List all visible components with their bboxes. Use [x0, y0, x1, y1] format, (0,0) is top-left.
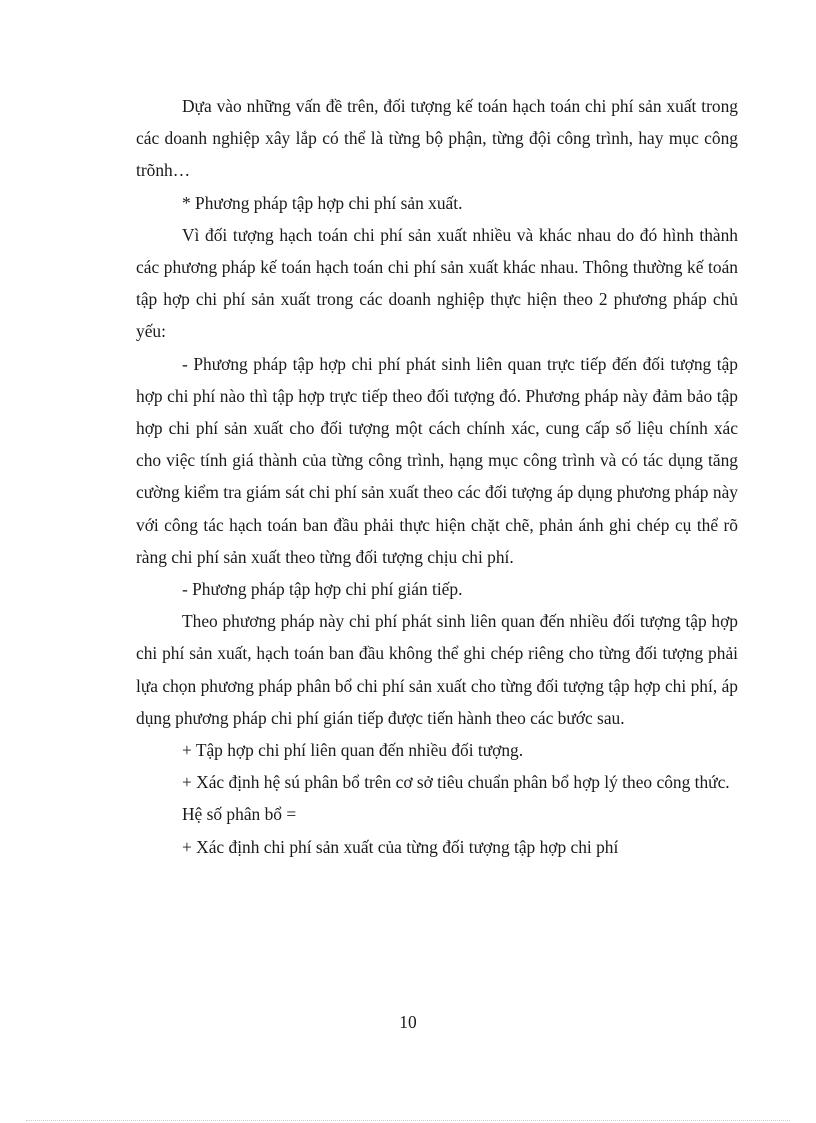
step-allocation-coefficient: + Xác định hệ sú phân bổ trên cơ sở tiêu chuẩn phân bổ hợp lý theo công thức. — [182, 772, 730, 793]
step-cost-per-object: + Xác định chi phí sản xuất của từng đối tượng tập hợp chi phí — [182, 836, 619, 857]
page-number: 10 — [399, 1012, 417, 1032]
paragraph-direct-method: - Phương pháp tập hợp chi phí phát sinh liên quan trực tiếp đến đối tượng tập hợp chi phí nào thì tập hợp trực tiếp theo đối tượng đó. Phương pháp này đảm bảo tập hợp chi phí sản xuất cho đối tượng một cách chính xác, cung cấp số liệu chính xác cho việc tính giá thành của từng công trình, hạng mục công trình và có tác dụng tăng cường kiểm tra giám sát chi phí sản xuất theo các đối tượng áp dụng phương pháp này với công tác hạch toán ban đầu phải thực hiện chặt chẽ, phản ánh ghi chép cụ thể rõ ràng chi phí sản xuất theo từng đối tượng chịu chi phí. — [136, 353, 738, 567]
paragraph-indirect-method: Theo phương pháp này chi phí phát sinh liên quan đến nhiều đối tượng tập hợp chi phí sản xuất, hạch toán ban đầu không thể ghi chép riêng cho từng đối tượng phải lựa chọn phương pháp phân bổ chi phí sản xuất cho từng đối tượng tập hợp chi phí, áp dụng phương pháp chi phí gián tiếp được tiến hành theo các bước sau. — [136, 611, 738, 728]
paragraph-cost-object: Dựa vào những vấn đề trên, đối tượng kế toán hạch toán chi phí sản xuất trong các doanh nghiệp xây lắp có thể là từng bộ phận, từng đội công trình, hay mục công trõnh… — [136, 96, 738, 181]
heading-cost-method: * Phương pháp tập hợp chi phí sản xuất. — [182, 192, 463, 213]
paragraph-two-methods: Vì đối tượng hạch toán chi phí sản xuất nhiều và khác nhau do đó hình thành các phương pháp kế toán hạch toán chi phí sản xuất khác nhau. Thông thường kế toán tập hợp chi phí sản xuất trong các doanh nghiệp thực hiện theo 2 phương pháp chủ yếu: — [136, 224, 738, 342]
body-text — [136, 90, 738, 863]
paragraph-indirect-method-title: - Phương pháp tập hợp chi phí gián tiếp. — [182, 579, 463, 600]
page-bottom-divider — [26, 1120, 790, 1121]
step-collect-costs: + Tập hợp chi phí liên quan đến nhiều đối tượng. — [182, 740, 524, 761]
allocation-formula: Hệ số phân bổ = — [182, 804, 297, 825]
